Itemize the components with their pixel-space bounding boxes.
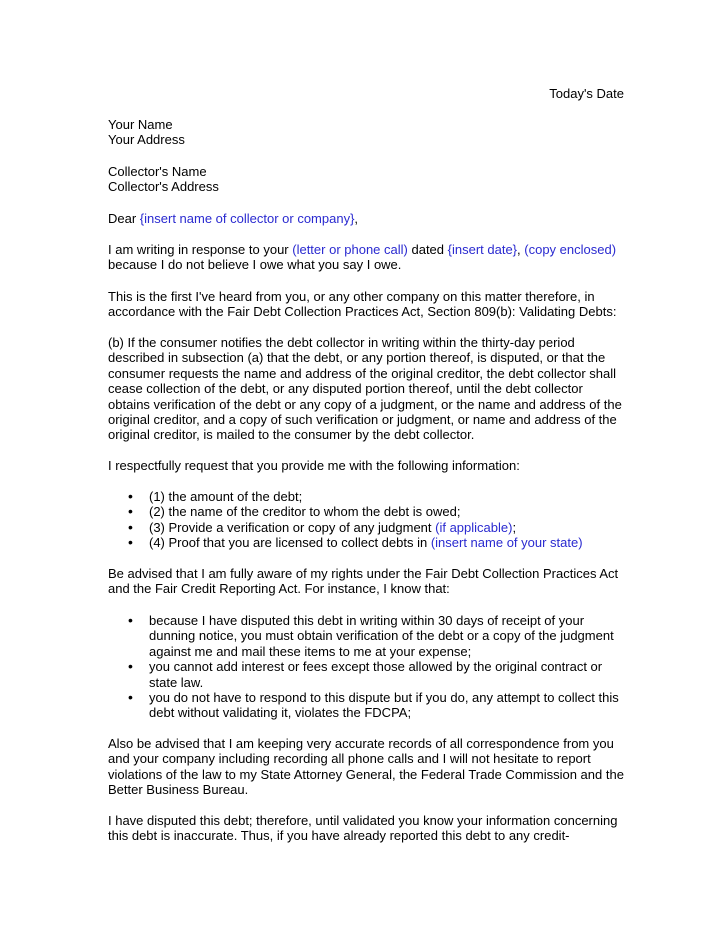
para1-text-a: I am writing in response to your: [108, 242, 293, 257]
paragraph-first-heard: This is the first I've heard from you, or any other company on this matter therefore, in accordance with the Fair Debt Collection Practices Act, Section 809(b): Validating Debts:: [108, 289, 617, 320]
list-item: • (2) the name of the creditor to whom the debt is owed;: [108, 504, 624, 519]
paragraph-disputed: I have disputed this debt; therefore, until validated you know your information concerning this debt is inaccurate. Thus, if you have already reported this debt to any credit-: [108, 813, 618, 844]
list-item: [108, 535, 624, 550]
item4-text: (4) Proof that you are licensed to collect debts in: [149, 535, 431, 551]
item3-text: (3) Provide a verification or copy of any judgment: [149, 519, 436, 535]
recipient-address: Collector's Address: [108, 179, 219, 195]
salutation-prefix: Dear: [108, 211, 140, 226]
sender-name: Your Name: [108, 117, 173, 132]
recipient-name: Collector's Name: [108, 164, 207, 179]
letter-date: Today's Date: [549, 86, 624, 101]
sender-address: Your Address: [108, 132, 185, 148]
para1-text-g: because I do not believe I owe what you say I owe.: [108, 257, 402, 273]
sender-block: [108, 117, 624, 148]
salutation-placeholder: {insert name of collector or company}: [139, 211, 355, 226]
paragraph-rights-intro: Be advised that I am fully aware of my rights under the Fair Debt Collection Practices Act and the Fair Credit Reporting Act. For instance, I know that:: [108, 566, 619, 597]
paragraph-response: [108, 242, 624, 273]
para1-text-e: ,: [517, 242, 525, 257]
recipient-block: [108, 164, 624, 195]
item4-placeholder: (insert name of your state): [430, 535, 583, 551]
para1-placeholder-contact: (letter or phone call): [292, 242, 408, 257]
paragraph-records: Also be advised that I am keeping very accurate records of all correspondence from you and your company including recording all phone calls and I will not hesitate to report violations of the law to my State Attorney General, the Federal Trade Commission and the Better Business Bureau.: [108, 736, 624, 798]
salutation-suffix: ,: [354, 211, 359, 226]
item3-suffix: ;: [512, 519, 517, 535]
list-item: • because I have disputed this debt in writing within 30 days of receipt of your dunning notice, you must obtain verification of the debt or a copy of the judgment against me and mail these items to me at your expense;: [108, 613, 624, 659]
list-item: • you cannot add interest or fees except those allowed by the original contract or state law.: [108, 659, 624, 690]
paragraph-statute-quote: (b) If the consumer notifies the debt collector in writing within the thirty-day period described in subsection (a) that the debt, or any portion thereof, is disputed, or that the consumer requests the name and address of the original creditor, the debt collector shall cease collection of the debt, or any disputed portion thereof, until the debt collector obtains verification of the debt or any copy of a judgment, or the name and address of the original creditor, and a copy of such verification or judgment, or name and address of the original creditor, is mailed to the consumer by the debt collector.: [108, 335, 622, 443]
request-list: [108, 489, 624, 551]
item3-placeholder: (if applicable): [435, 519, 513, 535]
salutation: [108, 211, 624, 226]
list-item: • (1) the amount of the debt;: [108, 489, 624, 504]
para1-placeholder-copy: (copy enclosed): [524, 242, 617, 257]
para1-placeholder-date: {insert date}: [447, 242, 518, 257]
list-item: [108, 520, 624, 535]
rights-list: [108, 613, 624, 721]
list-item: • you do not have to respond to this dispute but if you do, any attempt to collect this debt without validating it, violates the FDCPA;: [108, 690, 624, 721]
para1-text-c: dated: [407, 242, 448, 257]
paragraph-request-intro: I respectfully request that you provide me with the following information:: [108, 458, 520, 473]
